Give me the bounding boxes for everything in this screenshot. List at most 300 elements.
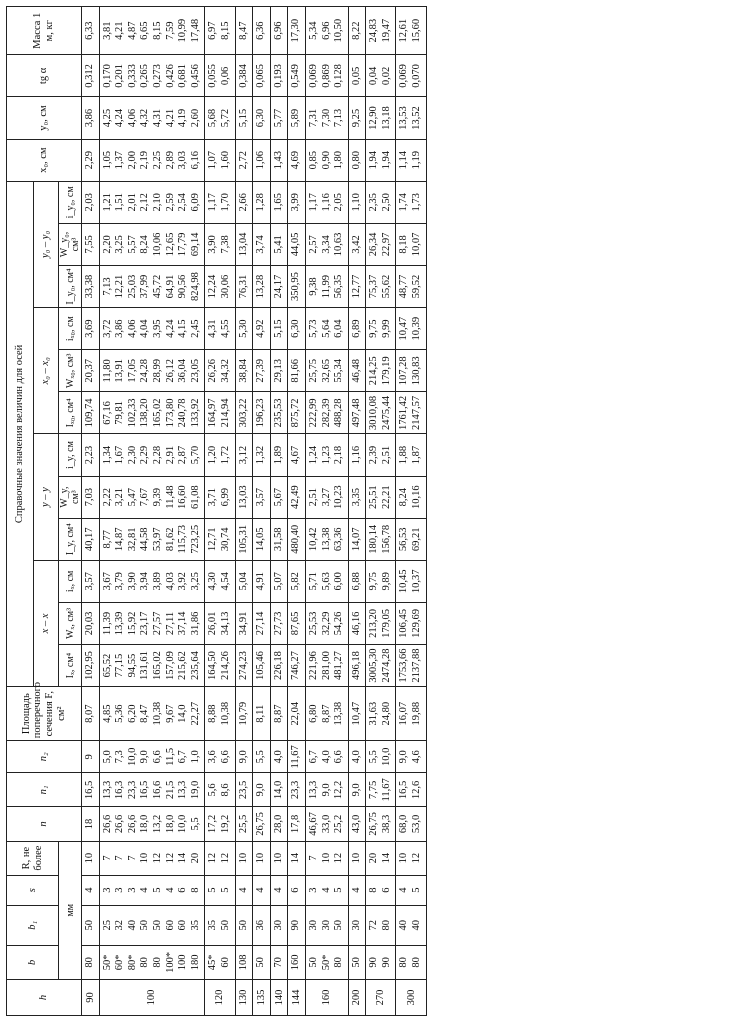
cell-value: 27,11 — [164, 611, 176, 636]
cell-value: 14,0 — [272, 780, 284, 800]
cell-iy0 — [305, 181, 348, 223]
cell-Wy — [205, 476, 235, 518]
cell-value: 7 — [307, 855, 319, 861]
cell-value: 4,0 — [350, 750, 362, 764]
cell-value: 10,0 — [126, 747, 138, 766]
cell-F — [235, 687, 253, 741]
col-n: n — [7, 807, 82, 841]
cell-value: 4,0 — [320, 750, 332, 764]
cell-n — [235, 807, 253, 841]
cell-value: 33,0 — [320, 814, 332, 834]
cell-value: 13,3 — [101, 780, 113, 800]
cell-value: 30 — [350, 920, 362, 931]
cell-value: 173,80 — [164, 398, 176, 428]
cell-value: 1,16 — [350, 445, 362, 465]
cell-value: 94,55 — [126, 653, 138, 678]
cell-value: 50 — [237, 920, 249, 931]
cell-value: 1,72 — [219, 445, 231, 465]
cell-s — [305, 875, 348, 905]
cell-Wy — [253, 476, 271, 518]
cell-value: 15,92 — [126, 611, 138, 636]
cell-Wx0 — [288, 350, 306, 392]
cell-Iy0 — [270, 266, 288, 308]
cell-value: 6,30 — [255, 108, 267, 128]
cell-value: 14,05 — [255, 527, 267, 552]
cell-value: 9,25 — [350, 108, 362, 128]
cell-value: 2,29 — [84, 150, 95, 170]
cell-Ix — [270, 645, 288, 687]
cell-y0 — [99, 97, 205, 139]
cell-ix0 — [396, 308, 426, 350]
cell-n1 — [396, 773, 426, 807]
cell-y0 — [270, 97, 288, 139]
cell-value: 5 — [411, 887, 423, 893]
col-Ix0: Iₓ₀, см⁴ — [59, 392, 82, 434]
cell-value: 21,5 — [164, 780, 176, 800]
cell-value: 30,06 — [219, 274, 231, 299]
cell-value: 16,60 — [177, 485, 189, 509]
cell-value: 3,03 — [177, 150, 189, 170]
cell-value: 4,92 — [255, 319, 267, 338]
cell-value: 8,22 — [350, 21, 362, 40]
cell-value: 22,97 — [380, 232, 392, 257]
cell-value: 80 — [380, 920, 392, 931]
cell-value: 27,57 — [151, 611, 163, 636]
cell-R — [205, 841, 235, 875]
cell-value: 9,67 — [164, 704, 176, 723]
cell-value: 1,17 — [207, 193, 219, 212]
cell-value: 9,39 — [151, 487, 163, 507]
cell-n1 — [253, 773, 271, 807]
cell-value: 80 — [139, 957, 151, 968]
cell-value: 56,35 — [333, 274, 345, 299]
cell-value: 5,0 — [101, 750, 113, 764]
cell-value: 5,34 — [307, 21, 319, 40]
cell-Wy — [366, 476, 396, 518]
cell-Wx — [99, 602, 205, 644]
col-h: h — [7, 979, 82, 1015]
cell-value: 16,3 — [114, 780, 126, 800]
cell-value: 214,26 — [219, 651, 231, 681]
cell-value: 11,48 — [164, 485, 176, 509]
cell-value: 488,28 — [333, 398, 345, 428]
cell-value: 4 — [84, 887, 95, 893]
cell-value: 3,92 — [177, 572, 189, 591]
cell-tga — [253, 55, 271, 97]
cell-value: 5,77 — [272, 108, 284, 128]
cell-Iy — [305, 518, 348, 560]
cell-value: 10 — [84, 852, 95, 864]
cell-Ix0 — [305, 392, 348, 434]
cell-value: 14 — [290, 852, 302, 864]
cell-value: 9,0 — [350, 783, 362, 797]
cell-value: 11,80 — [101, 359, 113, 383]
cell-Iy — [253, 518, 271, 560]
cell-value: 497,48 — [350, 398, 362, 428]
cell-Wx — [305, 602, 348, 644]
cell-Iy0 — [305, 266, 348, 308]
cell-value: 10,0 — [177, 814, 189, 834]
cell-value: 2,66 — [237, 193, 249, 212]
cell-value: 15,60 — [411, 18, 423, 43]
col-b: b — [7, 945, 59, 979]
cell-value: 3,74 — [255, 235, 267, 254]
cell-n1 — [205, 773, 235, 807]
cell-value: 160 — [290, 954, 302, 971]
cell-value: 1,80 — [333, 150, 345, 170]
cell-value: 2474,28 — [380, 648, 392, 683]
col-Iy: I_y, см⁴ — [59, 518, 82, 560]
cell-value: 80 — [151, 957, 163, 968]
cell-value: 8,47 — [139, 704, 151, 723]
cell-Iy0 — [235, 266, 253, 308]
cell-value: 2,50 — [380, 193, 392, 212]
cell-Ix0 — [205, 392, 235, 434]
cell-value: 3,21 — [114, 487, 126, 507]
cell-value: 69,21 — [411, 527, 423, 552]
cell-value: 26,75 — [255, 812, 267, 836]
cell-Wx — [253, 602, 271, 644]
cell-Wy — [288, 476, 306, 518]
cell-R — [366, 841, 396, 875]
cell-value: 67,16 — [101, 401, 113, 425]
cell-Wx — [82, 602, 100, 644]
cell-value: 48,77 — [398, 274, 410, 299]
table-row — [288, 7, 306, 1016]
cell-value: 7,30 — [320, 108, 332, 128]
cell-value: 2,25 — [151, 150, 163, 170]
cell-value: 12,61 — [398, 18, 410, 43]
cell-value: 1,88 — [398, 445, 410, 465]
cell-Wy0 — [288, 223, 306, 265]
cell-value: 70 — [272, 957, 284, 968]
cell-Wx0 — [235, 350, 253, 392]
cell-value: 6,16 — [189, 150, 201, 170]
cell-value: 0,273 — [151, 64, 163, 88]
cell-ix — [253, 560, 271, 602]
cell-s — [288, 875, 306, 905]
cell-value: 3,89 — [151, 572, 163, 591]
cell-Wy0 — [305, 223, 348, 265]
cell-value: 12,71 — [207, 527, 219, 552]
cell-ix — [288, 560, 306, 602]
cell-value: 215,62 — [177, 651, 189, 681]
cell-Ix0 — [99, 392, 205, 434]
cell-Iy — [396, 518, 426, 560]
cell-value: 50 — [255, 957, 267, 968]
cell-value: 31,86 — [189, 611, 201, 636]
cell-value: 165,02 — [151, 651, 163, 681]
cell-value: 13,53 — [398, 106, 410, 130]
cell-x0 — [82, 139, 100, 181]
cell-value: 10 — [398, 852, 410, 864]
cell-R — [396, 841, 426, 875]
cell-Wy — [305, 476, 348, 518]
cell-iy — [82, 434, 100, 476]
cell-value: 14 — [380, 852, 392, 864]
cell-value: 28,99 — [151, 359, 163, 383]
cell-n1 — [305, 773, 348, 807]
cell-value: 8,24 — [398, 487, 410, 507]
cell-value: 240,78 — [177, 398, 189, 428]
cell-value: 59,52 — [411, 274, 423, 299]
cell-value: 20,37 — [84, 359, 95, 383]
cell-value: 1,43 — [272, 150, 284, 170]
cell-value: 26,12 — [164, 359, 176, 383]
cell-value: 6,7 — [177, 750, 189, 764]
cell-y0 — [288, 97, 306, 139]
cell-value: 1,06 — [255, 150, 267, 170]
cell-value: 5,70 — [189, 445, 201, 465]
cell-value: 36,04 — [177, 359, 189, 383]
axis-y0y0: y₀ – y₀ — [34, 181, 59, 307]
cell-value: 746,27 — [290, 651, 302, 681]
cell-ix0 — [205, 308, 235, 350]
cell-value: 3,95 — [151, 319, 163, 338]
cell-value: 11,5 — [164, 747, 176, 766]
cell-Wx — [396, 602, 426, 644]
cell-value: 2,51 — [380, 445, 392, 465]
table-row — [270, 7, 288, 1016]
cell-F — [270, 687, 288, 741]
cell-value: 9,99 — [380, 319, 392, 338]
cell-value: 8,77 — [101, 530, 113, 549]
cell-value: 23,5 — [237, 780, 249, 800]
cell-iy0 — [82, 181, 100, 223]
cell-value: 3,6 — [207, 750, 219, 764]
cell-value: 6,65 — [139, 21, 151, 40]
cell-ix — [235, 560, 253, 602]
cell-b — [270, 945, 288, 979]
cell-value: 9,0 — [237, 750, 249, 764]
cell-value: 17,79 — [177, 232, 189, 257]
cell-value: 3,25 — [189, 572, 201, 591]
cell-value: 10,06 — [151, 232, 163, 257]
cell-h: 120 — [205, 979, 235, 1015]
cell-n — [288, 807, 306, 841]
cell-Wx — [288, 602, 306, 644]
table-row — [235, 7, 253, 1016]
cell-m — [270, 7, 288, 55]
cell-value: 5,07 — [272, 572, 284, 591]
cell-F — [348, 687, 366, 741]
cell-value: 1,16 — [320, 193, 332, 212]
cell-value: 12 — [411, 852, 423, 864]
cell-value: 6,97 — [207, 21, 219, 40]
cell-value: 8,11 — [255, 704, 267, 723]
cell-Iy — [205, 518, 235, 560]
cell-value: 1,73 — [411, 193, 423, 212]
cell-value: 2,39 — [368, 445, 380, 465]
cell-Iy — [366, 518, 396, 560]
cell-tga — [82, 55, 100, 97]
cell-Iy0 — [348, 266, 366, 308]
cell-value: 4,19 — [177, 108, 189, 128]
cell-value: 2,51 — [307, 487, 319, 507]
cell-value: 6,99 — [219, 487, 231, 507]
cell-value: 0,85 — [307, 150, 319, 170]
cell-value: 281,00 — [320, 651, 332, 681]
cell-value: 3,79 — [114, 572, 126, 591]
cell-value: 63,36 — [333, 527, 345, 552]
cell-value: 4,54 — [219, 572, 231, 591]
cell-value: 0,069 — [398, 64, 410, 88]
cell-b1 — [82, 905, 100, 945]
col-b1: b₁ — [7, 905, 59, 945]
cell-value: 10,50 — [333, 18, 345, 43]
cell-value: 35 — [189, 920, 201, 931]
cell-value: 8,24 — [139, 235, 151, 254]
cell-value: 3005,30 — [368, 648, 380, 683]
cell-value: 13,38 — [333, 701, 345, 726]
cell-Iy0 — [205, 266, 235, 308]
cell-ix — [366, 560, 396, 602]
cell-iy — [270, 434, 288, 476]
cell-b1 — [99, 905, 205, 945]
cell-y0 — [253, 97, 271, 139]
cell-x0 — [270, 139, 288, 181]
cell-value: 16,5 — [84, 780, 95, 800]
cell-value: 1,89 — [272, 445, 284, 465]
cell-Ix — [305, 645, 348, 687]
table-row — [366, 7, 396, 1016]
cell-value: 5 — [151, 887, 163, 893]
cell-value: 14,0 — [177, 704, 189, 723]
cell-tga — [366, 55, 396, 97]
cell-value: 10,63 — [333, 232, 345, 257]
cell-value: 13,2 — [151, 814, 163, 834]
cell-value: 3,35 — [350, 487, 362, 507]
cell-value: 24,28 — [139, 359, 151, 383]
cell-value: 16,07 — [398, 701, 410, 726]
cell-y0 — [82, 97, 100, 139]
col-mass: Масса 1 м, кг — [7, 7, 82, 55]
cell-Ix — [205, 645, 235, 687]
cell-n1 — [348, 773, 366, 807]
cell-value: 17,05 — [126, 359, 138, 383]
cell-value: 13,91 — [114, 359, 126, 383]
cell-ix0 — [253, 308, 271, 350]
cell-value: 3,81 — [101, 21, 113, 40]
cell-value: 235,53 — [272, 398, 284, 428]
cell-h: 100 — [99, 979, 205, 1015]
cell-value: 6,80 — [307, 704, 319, 723]
cell-value: 6,00 — [333, 572, 345, 591]
cell-iy0 — [348, 181, 366, 223]
cell-value: 27,73 — [272, 611, 284, 636]
cell-value: 7,31 — [307, 108, 319, 128]
cell-value: 13,39 — [114, 611, 126, 636]
cell-tga — [288, 55, 306, 97]
cell-value: 2,29 — [139, 445, 151, 465]
cell-x0 — [253, 139, 271, 181]
cell-iy — [305, 434, 348, 476]
cell-value: 9,0 — [139, 750, 151, 764]
cell-value: 0,05 — [350, 66, 362, 86]
cell-value: 102,95 — [84, 651, 95, 681]
cell-value: 2,22 — [101, 487, 113, 507]
cell-value: 8 — [368, 887, 380, 893]
ref-values-title: Справочные значения величин для осей — [7, 181, 34, 686]
cell-value: 4 — [237, 887, 249, 893]
cell-value: 26,6 — [101, 814, 113, 834]
cell-F — [205, 687, 235, 741]
cell-value: 23,17 — [139, 611, 151, 636]
cell-value: 38,3 — [380, 814, 392, 834]
cell-value: 53,97 — [151, 527, 163, 552]
cell-value: 60* — [114, 954, 126, 971]
cell-value: 0,384 — [237, 64, 249, 88]
cell-s — [99, 875, 205, 905]
cell-value: 79,81 — [114, 401, 126, 425]
cell-value: 55,62 — [380, 274, 392, 299]
col-Wx: Wₓ, см³ — [59, 602, 82, 644]
cell-ix0 — [305, 308, 348, 350]
cell-Iy — [288, 518, 306, 560]
cell-ix0 — [288, 308, 306, 350]
cell-value: 34,13 — [219, 611, 231, 636]
cell-value: 10 — [320, 852, 332, 864]
cell-value: 34,32 — [219, 359, 231, 383]
cell-x0 — [205, 139, 235, 181]
cell-value: 106,45 — [398, 609, 410, 638]
cell-Wy — [235, 476, 253, 518]
cell-value: 5,15 — [237, 108, 249, 128]
cell-value: 28,0 — [272, 814, 284, 834]
cell-value: 40 — [411, 920, 423, 931]
cell-s — [396, 875, 426, 905]
cell-value: 11,67 — [290, 745, 302, 769]
cell-value: 350,95 — [290, 272, 302, 302]
cell-value: 32,81 — [126, 527, 138, 552]
cell-b — [205, 945, 235, 979]
cell-value: 2,28 — [151, 445, 163, 465]
col-r: R, не более — [7, 841, 59, 875]
cell-value: 4,67 — [290, 445, 302, 465]
cell-value: 8 — [189, 887, 201, 893]
cell-value: 11,99 — [320, 274, 332, 299]
cell-value: 1,51 — [114, 193, 126, 212]
cell-value: 7,03 — [84, 487, 95, 507]
cell-value: 4,85 — [101, 704, 113, 723]
cell-value: 12,65 — [164, 232, 176, 257]
cell-value: 2,60 — [189, 108, 201, 128]
cell-s — [366, 875, 396, 905]
cell-Wx0 — [396, 350, 426, 392]
cell-F — [99, 687, 205, 741]
cell-value: 2137,88 — [411, 648, 423, 683]
cell-value: 17,2 — [207, 814, 219, 834]
cell-b — [396, 945, 426, 979]
cell-value: 8,87 — [320, 704, 332, 723]
cell-value: 16,5 — [139, 780, 151, 800]
cell-value: 4,0 — [272, 750, 284, 764]
cell-F — [253, 687, 271, 741]
cell-value: 2,91 — [164, 445, 176, 465]
cell-value: 1753,66 — [398, 648, 410, 683]
cell-value: 6,96 — [320, 21, 332, 40]
cell-value: 3 — [126, 887, 138, 893]
cell-value: 2147,57 — [411, 395, 423, 430]
cell-value: 108 — [237, 954, 249, 971]
cell-iy — [235, 434, 253, 476]
cell-n2 — [82, 741, 100, 773]
cell-value: 45,72 — [151, 274, 163, 299]
cell-value: 5,30 — [237, 319, 249, 338]
cell-value: 109,74 — [84, 398, 95, 428]
cell-value: 164,50 — [207, 651, 219, 681]
cell-value: 27,39 — [255, 359, 267, 383]
